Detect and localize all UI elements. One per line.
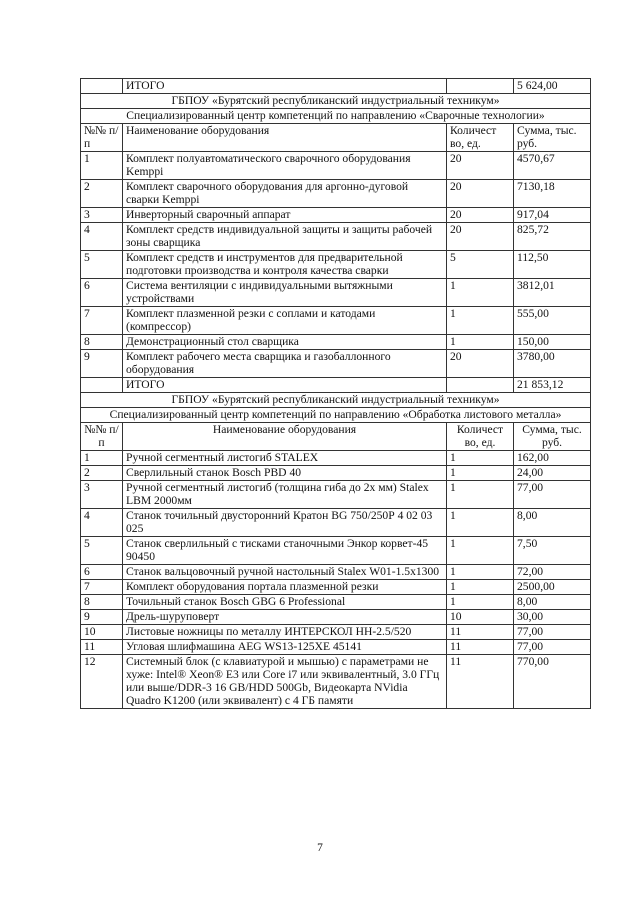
row-num: 6 bbox=[81, 279, 123, 307]
row-qty: 1 bbox=[447, 565, 514, 580]
row-num: 2 bbox=[81, 466, 123, 481]
row-name: Комплект средств индивидуальной защиты и защиты рабочей зоны сварщика bbox=[123, 223, 447, 251]
total-label: ИТОГО bbox=[123, 378, 447, 393]
row-name: Ручной сегментный листогиб STALEX bbox=[123, 451, 447, 466]
row-name: Система вентиляции с индивидуальными вытяжными устройствами bbox=[123, 279, 447, 307]
row-sum: 825,72 bbox=[514, 223, 591, 251]
empty-cell bbox=[447, 79, 514, 94]
empty-cell bbox=[81, 79, 123, 94]
row-qty: 11 bbox=[447, 625, 514, 640]
row-name: Комплект средств и инструментов для предварительной подготовки производства и контроля качества сварки bbox=[123, 251, 447, 279]
header-qty: Количест во, ед. bbox=[447, 423, 514, 451]
row-sum: 917,04 bbox=[514, 208, 591, 223]
header-num: №№ п/п bbox=[81, 124, 123, 152]
row-sum: 2500,00 bbox=[514, 580, 591, 595]
row-qty: 1 bbox=[447, 451, 514, 466]
row-num: 7 bbox=[81, 580, 123, 595]
row-qty: 1 bbox=[447, 466, 514, 481]
row-num: 8 bbox=[81, 595, 123, 610]
row-qty: 11 bbox=[447, 655, 514, 709]
table-row bbox=[81, 466, 591, 481]
total-sum: 21 853,12 bbox=[514, 378, 591, 393]
row-num: 11 bbox=[81, 640, 123, 655]
row-name: Листовые ножницы по металлу ИНТЕРСКОЛ НН-2.5/520 bbox=[123, 625, 447, 640]
table-row bbox=[81, 610, 591, 625]
header-sum: Сумма, тыс. руб. bbox=[514, 423, 591, 451]
table-row bbox=[81, 279, 591, 307]
row-qty: 1 bbox=[447, 580, 514, 595]
row-name: Комплект плазменной резки с соплами и катодами (компрессор) bbox=[123, 307, 447, 335]
table-row bbox=[81, 152, 591, 180]
row-name: Сверлильный станок Bosch PBD 40 bbox=[123, 466, 447, 481]
row-name: Системный блок (с клавиатурой и мышью) с параметрами не хуже: Intel® Xeon® E3 или Core i7 или эквивалентный, 3.0 ГГц или выше/DDR-3 16 GB/HDD 500Gb, Видеокарта NVidia Quadro K1200 (или эквивалент) с 4 ГБ памяти bbox=[123, 655, 447, 709]
org-row bbox=[81, 393, 591, 408]
row-num: 9 bbox=[81, 350, 123, 378]
center-row bbox=[81, 408, 591, 423]
table-row bbox=[81, 640, 591, 655]
table-row bbox=[81, 208, 591, 223]
equipment-table-body bbox=[81, 79, 591, 709]
header-qty: Количест во, ед. bbox=[447, 124, 514, 152]
row-sum: 150,00 bbox=[514, 335, 591, 350]
table-row bbox=[81, 655, 591, 709]
row-qty: 1 bbox=[447, 279, 514, 307]
table-row bbox=[81, 251, 591, 279]
center-title: Специализированный центр компетенций по направлению «Сварочные технологии» bbox=[81, 109, 591, 124]
row-name: Комплект оборудования портала плазменной резки bbox=[123, 580, 447, 595]
row-qty: 5 bbox=[447, 251, 514, 279]
row-sum: 7130,18 bbox=[514, 180, 591, 208]
row-num: 9 bbox=[81, 610, 123, 625]
row-qty: 1 bbox=[447, 481, 514, 509]
row-name: Комплект полуавтоматического сварочного оборудования Kemppi bbox=[123, 152, 447, 180]
row-qty: 1 bbox=[447, 537, 514, 565]
row-sum: 72,00 bbox=[514, 565, 591, 580]
top-total-row bbox=[81, 79, 591, 94]
row-name: Станок сверлильный с тисками станочными Энкор корвет-45 90450 bbox=[123, 537, 447, 565]
empty-cell bbox=[447, 378, 514, 393]
empty-cell bbox=[81, 378, 123, 393]
table-row bbox=[81, 223, 591, 251]
row-sum: 8,00 bbox=[514, 509, 591, 537]
row-num: 6 bbox=[81, 565, 123, 580]
table-row bbox=[81, 180, 591, 208]
row-sum: 555,00 bbox=[514, 307, 591, 335]
row-sum: 77,00 bbox=[514, 625, 591, 640]
row-num: 5 bbox=[81, 537, 123, 565]
table-row bbox=[81, 537, 591, 565]
row-sum: 30,00 bbox=[514, 610, 591, 625]
table-row bbox=[81, 580, 591, 595]
row-qty: 20 bbox=[447, 223, 514, 251]
row-num: 5 bbox=[81, 251, 123, 279]
table-row bbox=[81, 481, 591, 509]
row-num: 10 bbox=[81, 625, 123, 640]
row-qty: 20 bbox=[447, 208, 514, 223]
row-qty: 20 bbox=[447, 152, 514, 180]
total-row bbox=[81, 378, 591, 393]
org-title: ГБПОУ «Бурятский республиканский индустриальный техникум» bbox=[81, 94, 591, 109]
page-number: 7 bbox=[317, 842, 323, 854]
row-sum: 770,00 bbox=[514, 655, 591, 709]
row-name: Точильный станок Bosch GBG 6 Professional bbox=[123, 595, 447, 610]
table-row bbox=[81, 307, 591, 335]
table-row bbox=[81, 565, 591, 580]
row-qty: 20 bbox=[447, 180, 514, 208]
row-name: Комплект рабочего места сварщика и газобаллонного оборудования bbox=[123, 350, 447, 378]
row-qty: 20 bbox=[447, 350, 514, 378]
header-row bbox=[81, 124, 591, 152]
row-num: 3 bbox=[81, 208, 123, 223]
row-qty: 1 bbox=[447, 509, 514, 537]
row-sum: 3812,01 bbox=[514, 279, 591, 307]
row-name: Ручной сегментный листогиб (толщина гиба до 2х мм) Stalex LBM 2000мм bbox=[123, 481, 447, 509]
row-qty: 1 bbox=[447, 307, 514, 335]
row-name: Инверторный сварочный аппарат bbox=[123, 208, 447, 223]
row-qty: 1 bbox=[447, 595, 514, 610]
row-num: 8 bbox=[81, 335, 123, 350]
row-num: 12 bbox=[81, 655, 123, 709]
center-row bbox=[81, 109, 591, 124]
table-row bbox=[81, 509, 591, 537]
row-sum: 4570,67 bbox=[514, 152, 591, 180]
row-sum: 24,00 bbox=[514, 466, 591, 481]
table-row bbox=[81, 350, 591, 378]
org-title: ГБПОУ «Бурятский республиканский индустриальный техникум» bbox=[81, 393, 591, 408]
row-sum: 112,50 bbox=[514, 251, 591, 279]
center-title: Специализированный центр компетенций по направлению «Обработка листового металла» bbox=[81, 408, 591, 423]
table-row bbox=[81, 625, 591, 640]
org-row bbox=[81, 94, 591, 109]
row-sum: 8,00 bbox=[514, 595, 591, 610]
row-num: 3 bbox=[81, 481, 123, 509]
row-qty: 10 bbox=[447, 610, 514, 625]
row-qty: 1 bbox=[447, 335, 514, 350]
total-sum: 5 624,00 bbox=[514, 79, 591, 94]
row-name: Дрель-шуруповерт bbox=[123, 610, 447, 625]
table-row bbox=[81, 335, 591, 350]
header-row bbox=[81, 423, 591, 451]
row-name: Угловая шлифмашина AEG WS13-125XE 45141 bbox=[123, 640, 447, 655]
row-sum: 7,50 bbox=[514, 537, 591, 565]
row-qty: 11 bbox=[447, 640, 514, 655]
row-num: 7 bbox=[81, 307, 123, 335]
header-num: №№ п/п bbox=[81, 423, 123, 451]
table-row bbox=[81, 595, 591, 610]
header-name: Наименование оборудования bbox=[123, 124, 447, 152]
header-sum: Сумма, тыс. руб. bbox=[514, 124, 591, 152]
row-sum: 77,00 bbox=[514, 640, 591, 655]
header-name: Наименование оборудования bbox=[123, 423, 447, 451]
row-num: 1 bbox=[81, 152, 123, 180]
row-name: Станок вальцовочный ручной настольный Stalex W01-1.5x1300 bbox=[123, 565, 447, 580]
row-num: 2 bbox=[81, 180, 123, 208]
row-name: Комплект сварочного оборудования для аргонно-дуговой сварки Kemppi bbox=[123, 180, 447, 208]
row-sum: 3780,00 bbox=[514, 350, 591, 378]
row-sum: 77,00 bbox=[514, 481, 591, 509]
row-num: 4 bbox=[81, 509, 123, 537]
row-num: 1 bbox=[81, 451, 123, 466]
row-name: Станок точильный двусторонний Кратон BG 750/250Р 4 02 03 025 bbox=[123, 509, 447, 537]
equipment-table bbox=[80, 78, 591, 709]
row-num: 4 bbox=[81, 223, 123, 251]
total-label: ИТОГО bbox=[123, 79, 447, 94]
row-name: Демонстрационный стол сварщика bbox=[123, 335, 447, 350]
row-sum: 162,00 bbox=[514, 451, 591, 466]
table-row bbox=[81, 451, 591, 466]
